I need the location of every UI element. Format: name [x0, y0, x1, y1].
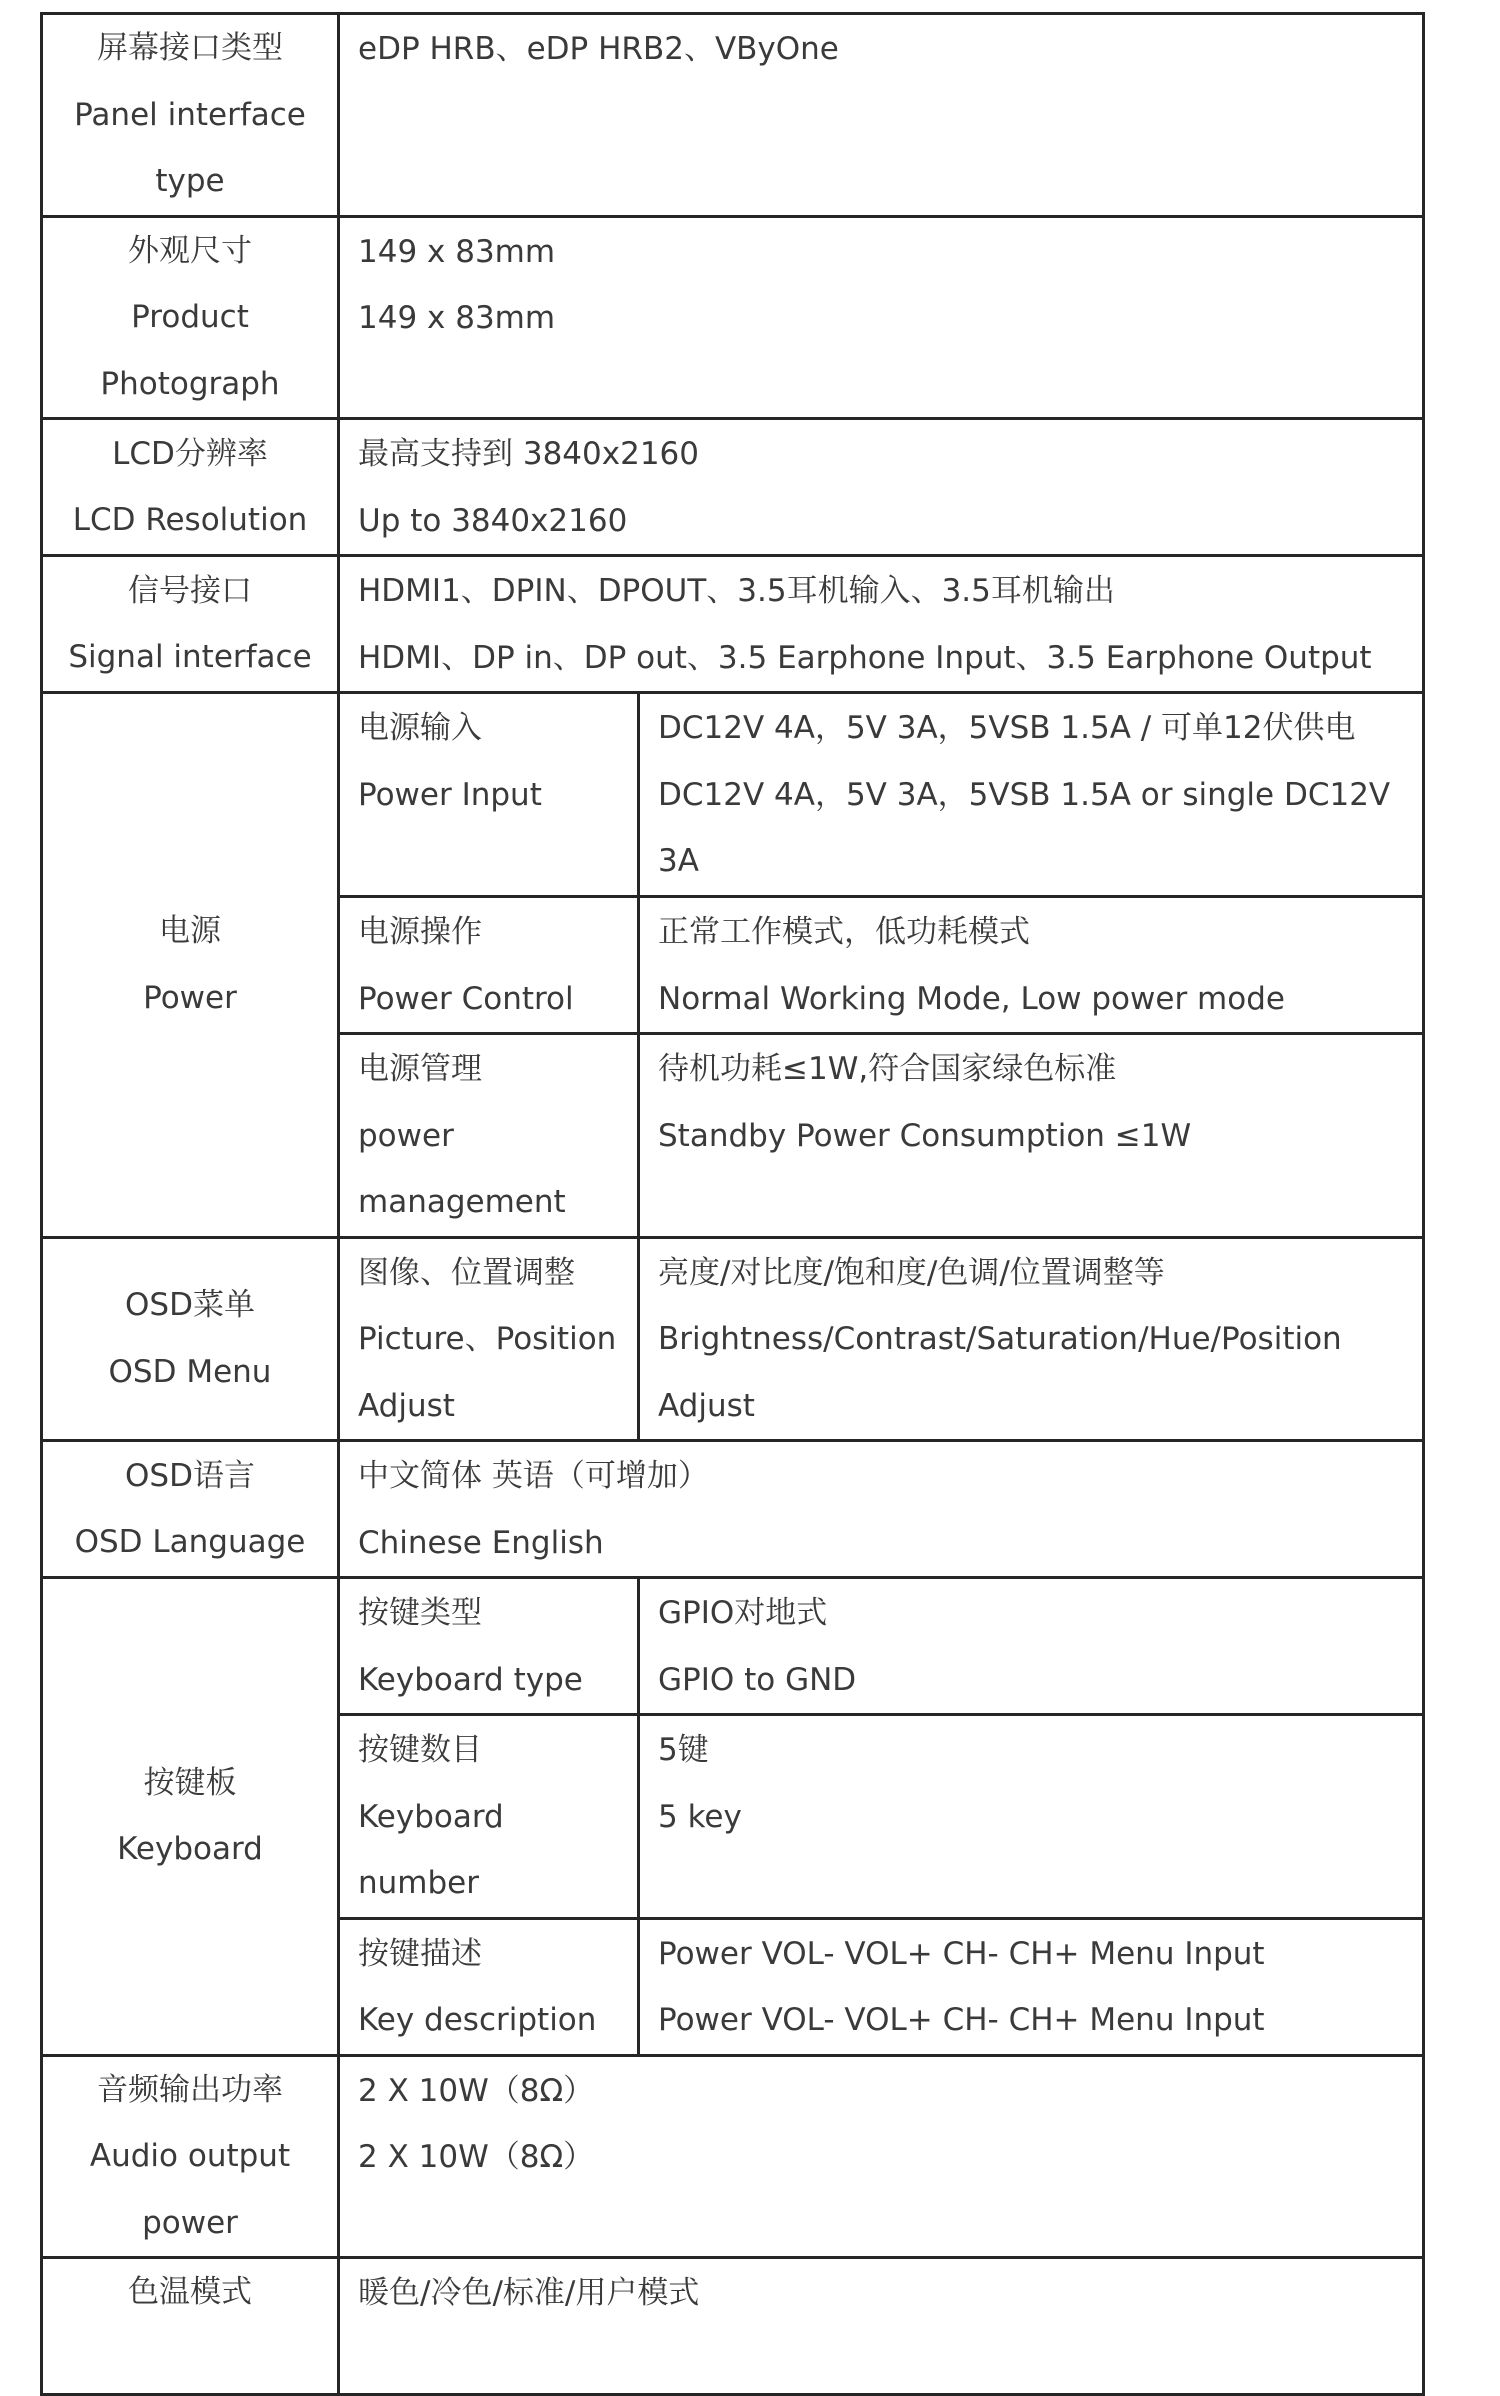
- label-cell: [42, 419, 339, 556]
- value-cell: [339, 1441, 1424, 1578]
- value-cell: [339, 2258, 1424, 2395]
- value-text: 2 X 10W（8Ω）: [358, 2139, 595, 2175]
- label-zh: 音频输出功率: [97, 2071, 283, 2108]
- sub-label-cell: [339, 1034, 639, 1238]
- sub-label-en: management: [358, 1184, 566, 1220]
- sub-label-en: Adjust: [358, 1387, 455, 1424]
- sub-label-en: Power Control: [358, 980, 574, 1017]
- sub-label-zh: 按键描述: [358, 1935, 482, 1972]
- table-row: [42, 14, 1424, 217]
- label-en: Panel interface: [74, 96, 306, 133]
- label-en: OSD Language: [74, 1524, 306, 1560]
- sub-label-cell: [339, 1578, 639, 1715]
- label-cell: [42, 693, 339, 1238]
- value-text: eDP HRB、eDP HRB2、VByOne: [358, 31, 839, 67]
- sub-label-en: number: [358, 1865, 479, 1901]
- value-text: 5键: [658, 1732, 709, 1768]
- table-row: [42, 2055, 1424, 2258]
- label-zh: 信号接口: [128, 572, 252, 609]
- label-zh: 色温模式: [128, 2274, 252, 2310]
- sub-label-cell: [339, 897, 639, 1034]
- sub-label-zh: 按键类型: [358, 1595, 482, 1631]
- table-row: [42, 1578, 1424, 1715]
- value-cell: [339, 14, 1424, 217]
- sub-label-cell: [339, 1918, 639, 2055]
- sub-label-en: Keyboard type: [358, 1661, 583, 1698]
- label-cell: [42, 1578, 339, 2056]
- label-cell: [42, 1237, 339, 1441]
- value-cell: [339, 216, 1424, 419]
- label-zh: 屏幕接口类型: [97, 30, 283, 66]
- label-zh: OSD菜单: [125, 1287, 255, 1324]
- sub-label-en: power: [358, 1117, 454, 1154]
- value-text: Up to 3840x2160: [358, 502, 628, 539]
- value-text: 正常工作模式，低功耗模式: [658, 914, 1030, 950]
- label-zh: OSD语言: [125, 1457, 255, 1494]
- value-text: Chinese English: [358, 1524, 604, 1561]
- label-en: type: [155, 163, 225, 199]
- label-en: LCD Resolution: [72, 502, 308, 538]
- value-text: Standby Power Consumption ≤1W: [658, 1117, 1192, 1154]
- value-text: DC12V 4A，5V 3A，5VSB 1.5A or single DC12V: [658, 776, 1391, 813]
- value-text: 中文简体 英语（可增加）: [358, 1458, 709, 1494]
- value-cell: [339, 2055, 1424, 2258]
- sub-label-en: Keyboard: [358, 1798, 504, 1835]
- value-cell: [639, 1237, 1424, 1441]
- value-cell: [639, 1715, 1424, 1919]
- label-en: Signal interface: [68, 639, 312, 675]
- sub-label-cell: [339, 693, 639, 897]
- value-text: Power VOL- VOL+ CH- CH+ Menu Input: [658, 1935, 1265, 1972]
- label-en: Photograph: [100, 365, 280, 402]
- value-text: Power VOL- VOL+ CH- CH+ Menu Input: [658, 2002, 1265, 2038]
- value-text: HDMI、DP in、DP out、3.5 Earphone Input、3.5 Earphone Output: [358, 639, 1372, 676]
- sub-label-zh: 电源管理: [358, 1051, 482, 1087]
- value-text: Normal Working Mode, Low power mode: [658, 980, 1285, 1017]
- value-text: 最高支持到 3840x2160: [358, 436, 699, 472]
- label-zh: 按键板: [143, 1764, 237, 1801]
- label-cell: [42, 2055, 339, 2258]
- value-text: 暖色/冷色/标准/用户模式: [358, 2275, 700, 2311]
- value-text: 3A: [658, 843, 699, 879]
- label-cell: [42, 2258, 339, 2395]
- value-text: 5 key: [658, 1798, 742, 1835]
- table-row: [42, 693, 1424, 897]
- value-cell: [639, 1034, 1424, 1238]
- label-en: power: [142, 2204, 238, 2241]
- label-en: Product: [131, 299, 249, 335]
- value-text: DC12V 4A，5V 3A，5VSB 1.5A / 可单12伏供电: [658, 710, 1356, 746]
- value-text: HDMI1、DPIN、DPOUT、3.5耳机输入、3.5耳机输出: [358, 573, 1115, 609]
- sub-label-en: Picture、Position: [358, 1321, 617, 1357]
- label-zh: LCD分辨率: [112, 435, 268, 472]
- sub-label-cell: [339, 1237, 639, 1441]
- value-text: GPIO对地式: [658, 1595, 828, 1631]
- value-cell: [639, 1578, 1424, 1715]
- label-zh: 外观尺寸: [128, 232, 252, 269]
- sub-label-en: Power Input: [358, 776, 542, 813]
- sub-label-cell: [339, 1715, 639, 1919]
- spec-table: [40, 12, 1425, 2396]
- value-cell: [639, 693, 1424, 897]
- label-en: Power: [143, 979, 237, 1016]
- table-row: [42, 1441, 1424, 1578]
- value-text: 待机功耗≤1W,符合国家绿色标准: [658, 1051, 1117, 1087]
- value-text: 149 x 83mm: [358, 300, 556, 336]
- sub-label-zh: 图像、位置调整: [358, 1254, 575, 1291]
- table-row: [42, 419, 1424, 556]
- value-text: 亮度/对比度/饱和度/色调/位置调整等: [658, 1254, 1165, 1291]
- sub-label-zh: 电源操作: [358, 914, 482, 950]
- label-zh: 电源: [159, 913, 221, 950]
- label-en: OSD Menu: [108, 1353, 272, 1390]
- label-cell: [42, 556, 339, 693]
- label-cell: [42, 1441, 339, 1578]
- value-text: Adjust: [658, 1387, 755, 1424]
- label-cell: [42, 216, 339, 419]
- value-text: 149 x 83mm: [358, 233, 556, 270]
- value-text: 2 X 10W（8Ω）: [358, 2072, 595, 2109]
- value-cell: [639, 897, 1424, 1034]
- value-cell: [339, 556, 1424, 693]
- value-cell: [339, 419, 1424, 556]
- value-text: GPIO to GND: [658, 1661, 857, 1698]
- table-row: [42, 556, 1424, 693]
- value-cell: [639, 1918, 1424, 2055]
- label-cell: [42, 14, 339, 217]
- label-en: Audio output: [89, 2138, 291, 2174]
- label-en: Keyboard: [117, 1831, 263, 1868]
- table-row: [42, 1237, 1424, 1441]
- value-text: Brightness/Contrast/Saturation/Hue/Position: [658, 1321, 1342, 1357]
- sub-label-en: Key description: [358, 2002, 597, 2038]
- sub-label-zh: 电源输入: [358, 710, 482, 746]
- table-row: [42, 2258, 1424, 2395]
- sub-label-zh: 按键数目: [358, 1732, 482, 1768]
- table-row: [42, 216, 1424, 419]
